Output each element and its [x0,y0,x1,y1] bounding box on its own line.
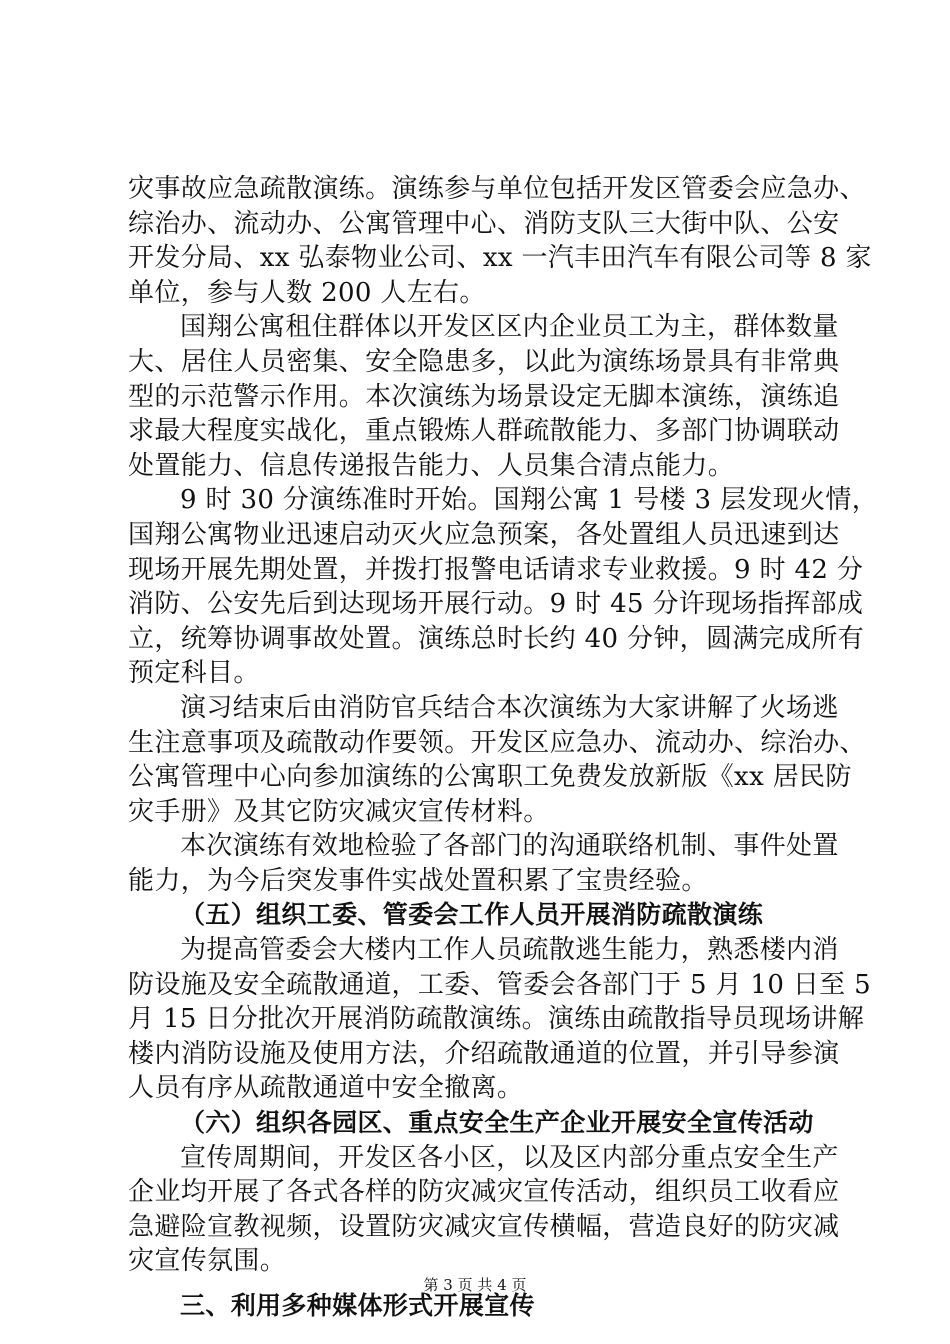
text-line: 单位，参与人数 200 人左右。 [128,277,486,308]
page-footer: 第 3 页 共 4 页 [423,1276,527,1294]
text-line: 宣传周期间，开发区各小区，以及区内部分重点安全生产 [180,1142,839,1173]
text-line: 本次演练有效地检验了各部门的沟通联络机制、事件处置 [180,831,839,862]
text-line: 三、利用多种媒体形式开展宣传 [180,1291,535,1320]
paragraph [128,310,848,483]
text-line: 能力，为今后突发事件实战处置积累了宝贵经验。 [128,865,708,896]
text-line: 楼内消防设施及使用方法，介绍疏散通道的位置，并引导参演 [128,1038,840,1069]
text-line: 消防、公安先后到达现场开展行动。9 时 45 分许现场指挥部成 [128,589,864,620]
paragraph [128,829,848,898]
text-line: 生注意事项及疏散动作要领。开发区应急办、流动办、综治办、 [128,727,866,758]
paragraph [128,691,866,829]
paragraph [128,483,879,691]
text-line: 立，统筹协调事故处置。演练总时长约 40 分钟，圆满完成所有 [128,623,865,654]
text-line: 国翔公寓物业迅速启动灭火应急预案，各处置组人员迅速到达 [128,519,840,550]
text-line: 灾宣传氛围。 [128,1246,287,1277]
text-line: 灾事故应急疏散演练。演练参与单位包括开发区管委会应急办、 [128,174,866,204]
text-line: 企业均开展了各式各样的防灾减灾宣传活动，组织员工收看应 [128,1177,840,1208]
text-line: 月 15 日分批次开展消防疏散演练。演练由疏散指导员现场讲解 [128,1004,865,1035]
text-line: 灾手册》及其它防灾减灾宣传材料。 [128,796,550,827]
section-heading [128,1106,848,1141]
text-line: 防设施及安全疏散通道，工委、管委会各部门于 5 月 10 日至 5 [128,969,872,1000]
paragraph [128,172,872,310]
text-line: 公寓管理中心向参加演练的公寓职工免费发放新版《xx 居民防 [128,762,852,793]
text-line: 求最大程度实战化，重点锻炼人群疏散能力、多部门协调联动 [128,416,840,447]
text-line: 预定科目。 [128,658,260,689]
text-line: 开发分局、xx 弘泰物业公司、xx 一汽丰田汽车有限公司等 8 家 [128,243,872,274]
text-line: 急避险宣教视频，设置防灾减灾宣传横幅，营造良好的防灾减 [128,1211,840,1242]
paragraph [128,933,872,1106]
text-line: 国翔公寓租住群体以开发区区内企业员工为主，群体数量 [180,312,839,343]
text-line: 人员有序从疏散通道中安全撤离。 [128,1073,524,1104]
text-line: 为提高管委会大楼内工作人员疏散逃生能力，熟悉楼内消 [180,935,839,966]
text-line: 9 时 30 分演练准时开始。国翔公寓 1 号楼 3 层发现火情， [180,485,879,516]
section-heading [128,898,848,933]
text-line: （六）组织各园区、重点安全生产企业开展安全宣传活动 [180,1108,814,1138]
text-line: 演习结束后由消防官兵结合本次演练为大家讲解了火场逃 [180,692,839,723]
text-line: 型的示范警示作用。本次演练为场景设定无脚本演练，演练追 [128,381,840,412]
paragraph [128,1141,848,1279]
text-line: 综治办、流动办、公寓管理中心、消防支队三大街中队、公安 [128,208,840,239]
text-line: 处置能力、信息传递报告能力、人员集合清点能力。 [128,450,735,481]
text-line: （五）组织工委、管委会工作人员开展消防疏散演练 [180,900,764,930]
text-line: 大、居住人员密集、安全隐患多，以此为演练场景具有非常典 [128,346,840,377]
document-body [128,172,879,1324]
text-line: 现场开展先期处置，并拨打报警电话请求专业救援。9 时 42 分 [128,554,864,585]
